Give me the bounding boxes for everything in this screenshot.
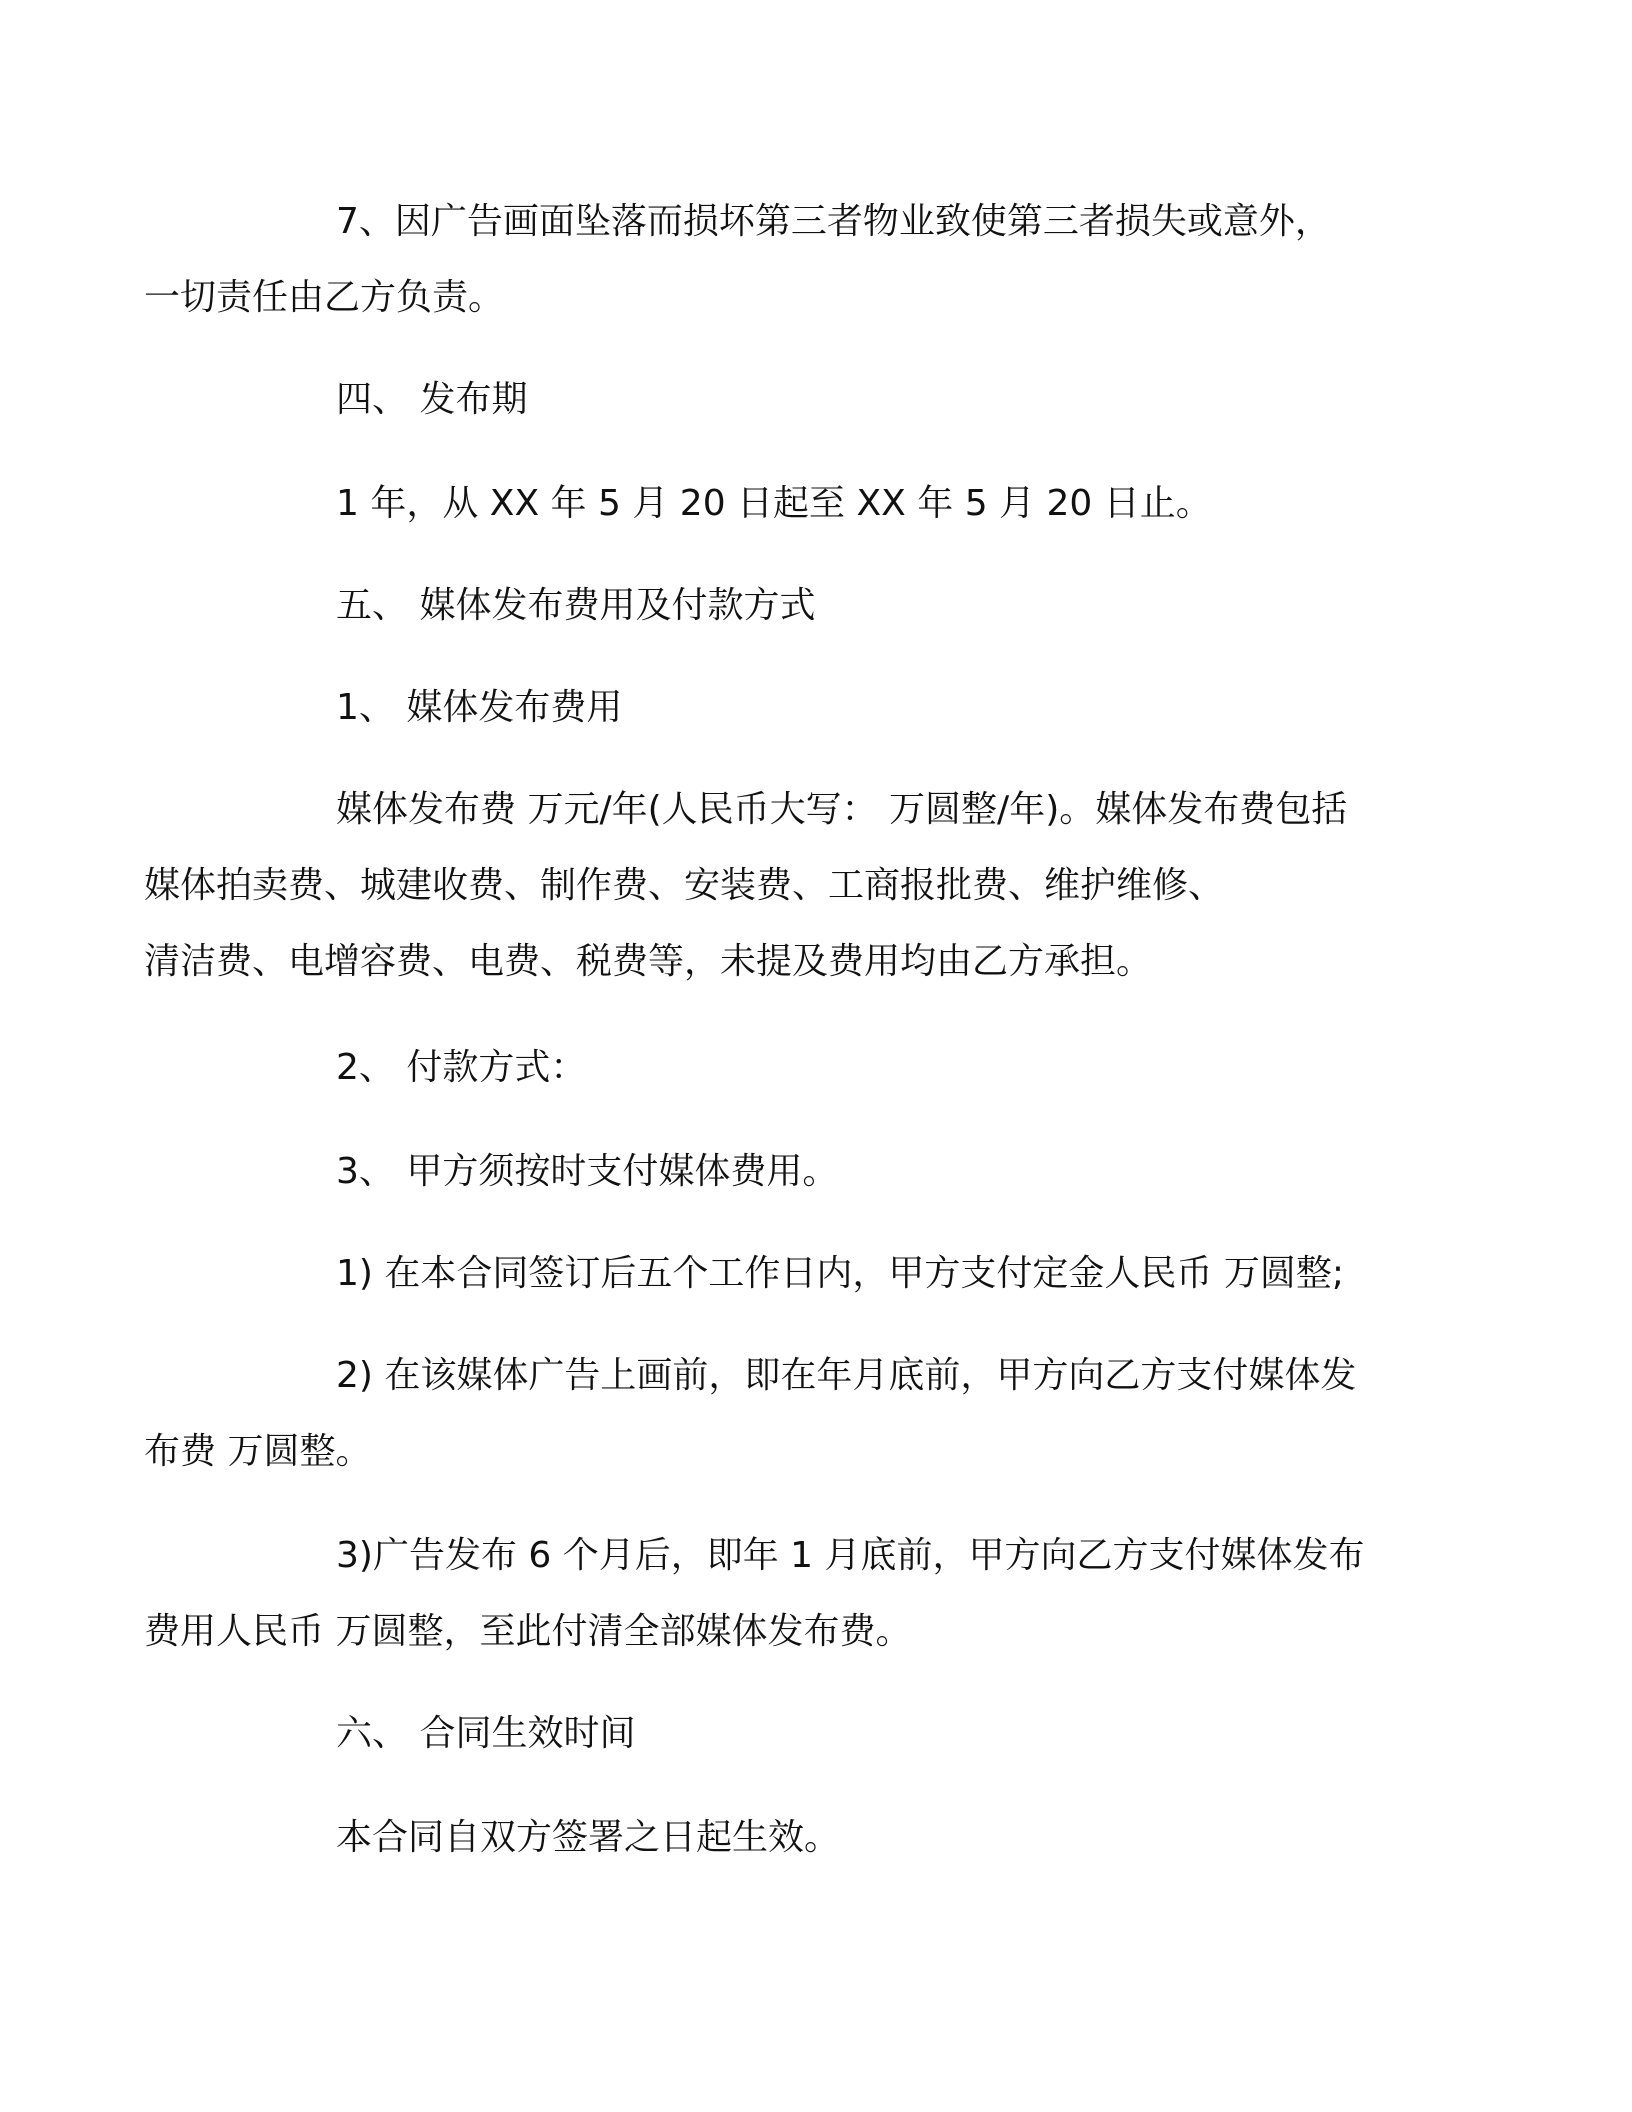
text-line: 四、 发布期 (336, 379, 528, 420)
section-heading-5 (240, 568, 1400, 644)
text-line: 六、 合同生效时间 (336, 1713, 636, 1754)
text-line: 一切责任由乙方负责。 (144, 277, 505, 318)
text-line: 布费 万圆整。 (144, 1431, 372, 1472)
paragraph-final-payment (144, 1518, 1400, 1670)
paragraph-clause-7 (144, 184, 1400, 336)
text-line: 3)广告发布 6 个月后，即年 1 月底前，甲方向乙方支付媒体发布 (336, 1535, 1365, 1576)
paragraph-media-fee-detail (144, 772, 1400, 1000)
text-line: 清洁费、电增容费、电费、税费等，未提及费用均由乙方承担。 (144, 941, 1153, 982)
text-line: 媒体拍卖费、城建收费、制作费、安装费、工商报批费、维护维修、 (144, 865, 1225, 906)
text-line: 费用人民币 万圆整，至此付清全部媒体发布费。 (144, 1611, 912, 1652)
text-line: 7、因广告画面坠落而损坏第三者物业致使第三者损失或意外， (336, 201, 1331, 242)
text-line: 1、 媒体发布费用 (336, 687, 623, 728)
paragraph-publish-period (240, 466, 1400, 542)
paragraph-pay-on-time (240, 1134, 1400, 1210)
text-line: 2) 在该媒体广告上画前，即在年月底前，甲方向乙方支付媒体发 (336, 1355, 1357, 1396)
subheading-media-fee (240, 670, 1400, 746)
text-line: 2、 付款方式： (336, 1047, 587, 1088)
text-line: 1) 在本合同签订后五个工作日内，甲方支付定金人民币 万圆整; (336, 1253, 1344, 1294)
text-line: 3、 甲方须按时支付媒体费用。 (336, 1151, 839, 1192)
text-line: 媒体发布费 万元/年(人民币大写： 万圆整/年)。媒体发布费包括 (336, 789, 1348, 830)
text-line: 1 年，从 XX 年 5 月 20 日起至 XX 年 5 月 20 日止。 (336, 483, 1212, 524)
text-line: 本合同自双方签署之日起生效。 (336, 1817, 841, 1858)
text-line: 五、 媒体发布费用及付款方式 (336, 585, 816, 626)
paragraph-deposit (240, 1236, 1400, 1312)
section-heading-4 (240, 362, 1400, 438)
section-heading-6 (240, 1696, 1400, 1772)
subheading-payment-method (240, 1030, 1400, 1106)
paragraph-effective-date (240, 1800, 1400, 1876)
paragraph-second-payment (144, 1338, 1400, 1490)
